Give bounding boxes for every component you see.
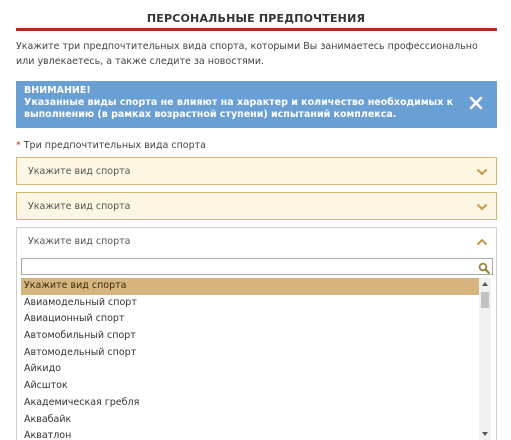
dropdown-option[interactable]: Автомобильный спорт <box>24 330 136 342</box>
sport-select-3[interactable] <box>16 227 497 255</box>
title-underline <box>16 28 497 31</box>
options-list <box>21 278 479 440</box>
dropdown-option[interactable]: Авиамодельный спорт <box>24 296 137 308</box>
select-value: Укажите вид спорта <box>28 166 131 177</box>
alert-title: ВНИМАНИЕ! <box>24 85 91 96</box>
alert-text: Указанные виды спорта не влияют на характер и количество необходимых к выполнению (в рамках возрастной ступени) испытаний комплекса. <box>24 97 454 120</box>
required-mark: * <box>16 140 21 151</box>
dropdown-option[interactable]: Академическая гребля <box>24 396 140 408</box>
chevron-up-icon <box>476 238 488 246</box>
chevron-down-icon <box>476 203 488 211</box>
select-value: Укажите вид спорта <box>28 236 131 247</box>
dropdown-option[interactable]: Автомодельный спорт <box>24 346 137 358</box>
scrollbar-thumb[interactable] <box>481 292 489 308</box>
chevron-down-icon <box>476 168 488 176</box>
sport-select-2[interactable] <box>16 192 497 220</box>
dropdown-option[interactable]: Авиационный спорт <box>24 313 125 325</box>
dropdown-scrollbar[interactable] <box>479 278 491 440</box>
section-intro: Укажите три предпочтительных вида спорта, которыми Вы занимаетесь профессионально или увлекаетесь, а также следите за новостями. <box>16 41 478 67</box>
field-label-text: Три предпочтительных вида спорта <box>23 140 206 151</box>
scroll-down-icon[interactable] <box>479 428 491 440</box>
dropdown-option[interactable]: Укажите вид спорта <box>21 278 479 295</box>
sport-select-1[interactable] <box>16 157 497 185</box>
section-title: ПЕРСОНАЛЬНЫЕ ПРЕДПОЧТЕНИЯ <box>146 12 366 25</box>
dropdown-option[interactable]: Акватлон <box>24 430 72 440</box>
field-label <box>16 140 206 151</box>
select-value: Укажите вид спорта <box>28 201 131 212</box>
dropdown-option[interactable]: Айсшток <box>24 380 68 392</box>
attention-alert <box>16 81 497 128</box>
search-icon <box>478 262 490 274</box>
dropdown-search-input[interactable] <box>21 258 493 275</box>
scroll-up-icon[interactable] <box>479 278 491 290</box>
sport-dropdown <box>16 254 497 440</box>
dropdown-option[interactable]: Айкидо <box>24 363 61 375</box>
dropdown-option[interactable]: Аквабайк <box>24 413 72 425</box>
close-icon[interactable] <box>469 96 483 110</box>
